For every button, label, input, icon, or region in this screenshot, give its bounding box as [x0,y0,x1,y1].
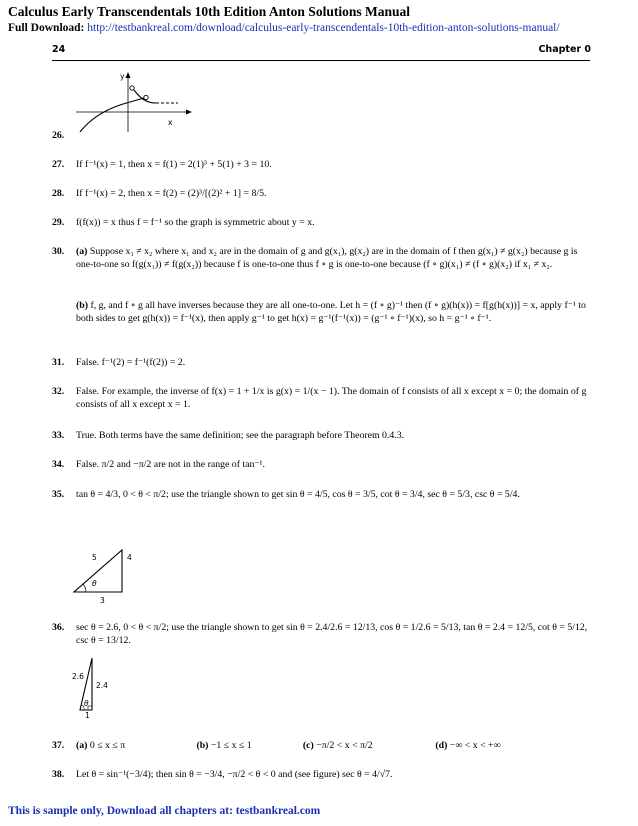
part-label: (a) [76,740,88,751]
page-number: 24 [52,44,66,55]
problem-text: sec θ = 2.6, 0 < θ < π/2; use the triangle shown to get sin θ = 2.4/2.6 = 12/13, cos θ = 1/2.6 = 5/13, tan θ = 2.4 = 12/5, cot θ = 5/12, csc θ = 13/12. [76,622,588,646]
part-label: (d) [435,740,448,751]
part-label: (b) [196,740,209,751]
problem-30 [52,245,590,271]
problem-number: 33. [52,430,65,441]
part-text: 0 ≤ x ≤ π [89,740,126,751]
hypotenuse-label: 2.6 [72,672,84,681]
y-axis-arrow [126,72,131,78]
theta-label: θ [92,579,97,588]
problem-27 [52,158,590,171]
curve-left [80,98,144,132]
triangle-figure-35 [70,544,150,606]
problem-parts [76,739,590,752]
angle-arc [83,584,86,592]
opposite-label: 2.4 [96,681,108,690]
problem-part-a [76,245,590,271]
part-label: (a) [76,246,88,257]
problem-text: False. For example, the inverse of f(x) = 1 + 1/x is g(x) = 1/(x − 1). The domain of f consists of all x except x = 0; the domain of g consists of all x except x = 1. [76,386,587,410]
problem-text: If f⁻¹(x) = 2, then x = f(2) = (2)³/[(2)² + 1] = 8/5. [76,188,267,199]
part-text: Suppose x₁ ≠ x₂ where x₁ and x₂ are in the domain of g and g(x₁), g(x₂) are in the domain of f then g(x₁) ≠ g(x₂) because g is one-to-one so f(g(x₁)) ≠ f(g(x₂)) because f is one-to-one thus f ∘ g is one-to-one because (f ∘ g)(x₁) ≠ (f ∘ g)(x₂) if x₁ ≠ x₂. [76,246,578,270]
part-c [303,739,433,752]
problem-text: f(f(x)) = x thus f = f⁻¹ so the graph is symmetric about y = x. [76,217,315,228]
footer-note: This is sample only, Download all chapters at: testbankreal.com [8,805,321,817]
adjacent-label: 1 [85,711,90,720]
graph-figure-26 [76,70,196,132]
problem-text: tan θ = 4/3, 0 < θ < π/2; use the triangle shown to get sin θ = 4/5, cos θ = 3/5, cot θ = 3/4, sec θ = 5/3, csc θ = 5/4. [76,489,520,500]
y-axis-label: y [120,72,125,81]
problem-38 [52,768,590,781]
problem-number: 28. [52,188,65,199]
problem-number: 27. [52,159,65,170]
problem-text: True. Both terms have the same definition; see the paragraph before Theorem 0.4.3. [76,430,405,441]
problem-number: 32. [52,386,65,397]
problem-28 [52,187,590,200]
problem-number: 26. [52,130,65,141]
download-line [8,22,560,34]
problem-30-b [52,299,590,325]
part-text: −π/2 < x < π/2 [316,740,373,751]
hypotenuse-label: 5 [92,553,97,562]
theta-label: θ [84,699,89,708]
document-title: Calculus Early Transcendentals 10th Edition Anton Solutions Manual [8,4,410,19]
part-a [76,739,194,752]
problem-33 [52,429,590,442]
x-axis-label: x [168,118,173,127]
open-point-2 [130,86,134,90]
problem-text: Let θ = sin⁻¹(−3/4); then sin θ = −3/4, −π/2 < θ < 0 and (see figure) sec θ = 4/√7. [76,769,393,780]
opposite-label: 4 [127,553,132,562]
part-text: −1 ≤ x ≤ 1 [210,740,252,751]
adjacent-label: 3 [100,596,105,605]
problem-32 [52,385,590,411]
problem-29 [52,216,590,229]
problem-number: 34. [52,459,65,470]
problem-text: False. f⁻¹(2) = f⁻¹(f(2)) = 2. [76,357,186,368]
part-label: (c) [302,740,314,751]
problem-36 [52,621,590,647]
problem-text: False. π/2 and −π/2 are not in the range of tan⁻¹. [76,459,265,470]
part-d [435,739,500,752]
download-link[interactable]: http://testbankreal.com/download/calculus-early-transcendentals-10th-edition-anton-solutions-manual/ [87,22,560,34]
problem-number: 30. [52,246,65,257]
problem-number: 31. [52,357,65,368]
part-label: (b) [76,300,88,311]
part-text: −∞ < x < +∞ [449,740,501,751]
problem-34 [52,458,590,471]
problem-31 [52,356,590,369]
triangle-35 [74,550,122,592]
part-text: f, g, and f ∘ g all have inverses because they are all one-to-one. Let h = (f ∘ g)⁻¹ then (f ∘ g)(h(x)) = f[g(h(x))] = x, apply f⁻¹ to both sides to get g(h(x)) = f⁻¹(x), then apply g⁻¹ to get h(x) = g⁻¹(f⁻¹(x)) = (g⁻¹ ∘ f⁻¹)(x), so h = g⁻¹ ∘ f⁻¹. [76,300,586,324]
problem-37 [52,739,590,752]
triangle-figure-36 [72,654,122,720]
download-label: Full Download: [8,22,85,34]
problem-number: 29. [52,217,65,228]
right-angle-mark [88,706,92,710]
header-rule [52,60,590,61]
problem-text: If f⁻¹(x) = 1, then x = f(1) = 2(1)³ + 5(1) + 3 = 10. [76,159,272,170]
x-axis-arrow [186,110,192,115]
open-point-1 [144,95,148,99]
part-b [196,739,300,752]
problem-number: 36. [52,622,65,633]
chapter-label: Chapter 0 [538,44,591,55]
problem-number: 38. [52,769,65,780]
problem-35 [52,488,590,501]
problem-part-b [76,299,590,325]
problem-number: 37. [52,740,65,751]
problem-number: 35. [52,489,65,500]
